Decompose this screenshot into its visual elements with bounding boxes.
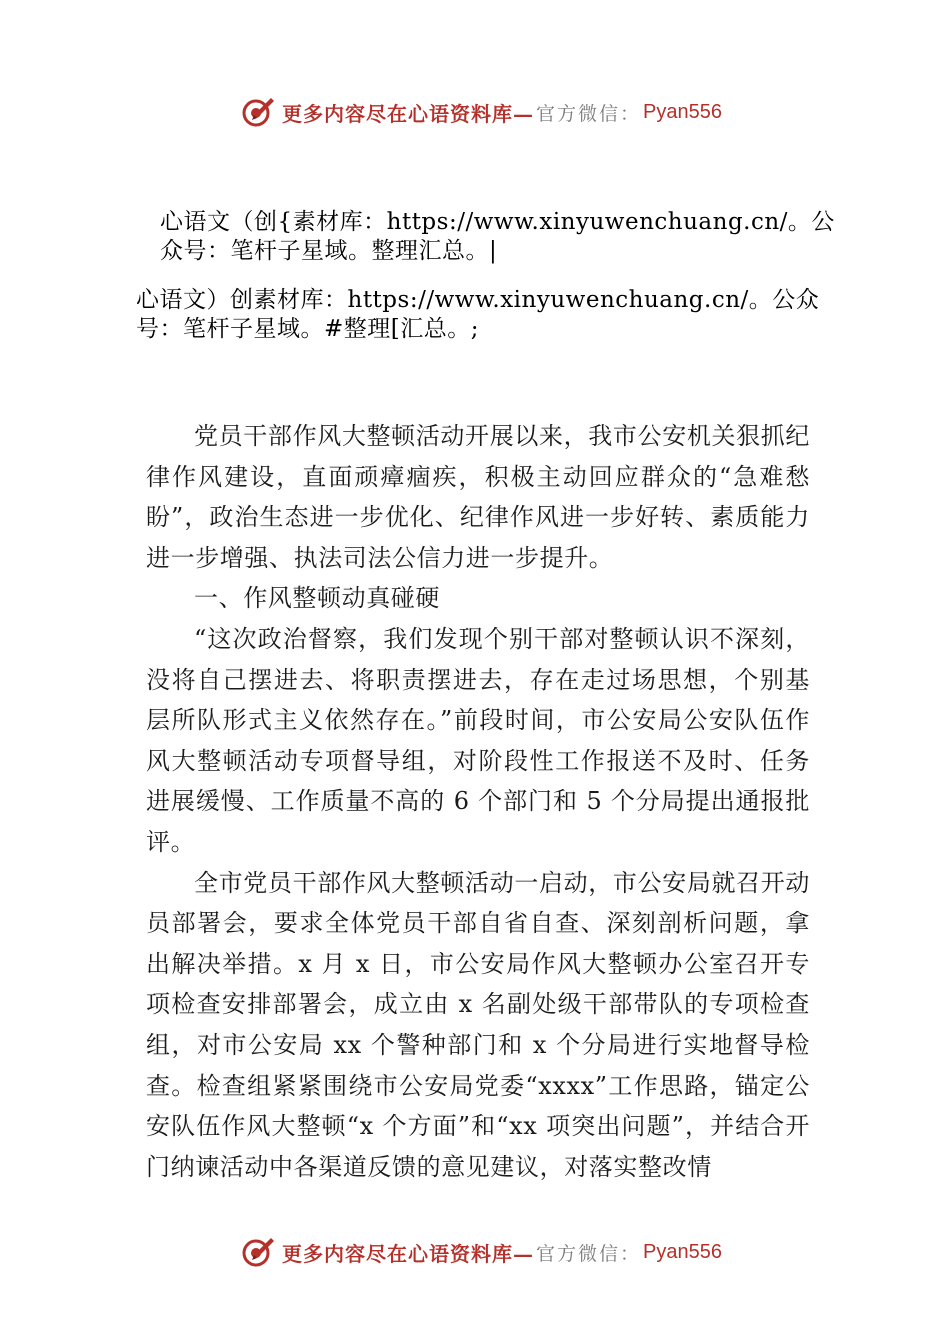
- article-body: [146, 416, 810, 1187]
- section-heading: 一、作风整顿动真碰硬: [194, 584, 440, 613]
- watermark-line-1: 心语文（创{素材库：https://www.xinyuwenchuang.cn/。公众号：笔杆子星域。整理汇总。|: [160, 209, 835, 264]
- banner-wechat-label: 官方微信：: [536, 102, 642, 125]
- footer-banner: [240, 1232, 722, 1272]
- banner-wechat-id: Pyan556: [643, 100, 722, 123]
- banner-wechat-label: 官方微信：: [536, 1242, 642, 1265]
- header-banner: [240, 92, 722, 132]
- watermark-line-2: 心语文）创素材库：https://www.xinyuwenchuang.cn/。公众号：笔杆子星域。#整理[汇总。;: [136, 287, 820, 342]
- pen-logo-icon: [240, 94, 276, 130]
- pen-logo-icon: [240, 1234, 276, 1270]
- banner-wechat-id: Pyan556: [643, 1240, 722, 1263]
- banner-text: 更多内容尽在心语资料库—: [282, 101, 534, 126]
- paragraph-quote: “这次政治督察，我们发现个别干部对整顿认识不深刻，没将自己摆进去、将职责摆进去，存在走过场思想，个别基层所队形式主义依然存在。”前段时间，市公安局公安队伍作 风大整顿活动专项督导组，对阶段性工作报送不及时、任务 进展缓慢、工作质量不高的 6 个部门和 5 个分局提出通报批评。: [146, 624, 810, 856]
- paragraph-intro: 党员干部作风大整顿活动开展以来，我市公安机关狠抓纪律作风建设，直面顽瘴痼疾，积极主动回应群众的“急难愁盼”，政治生态进一步优化、纪律作风进一步好转、素质能力进一步增强、执法司法公信力进一步提升。: [146, 422, 810, 572]
- paragraph-details: 全市党员干部作风大整顿活动一启动，市公安局就召开动员部署会，要求全体党员干部自省自查、深刻剖析问题，拿出解决举措。x 月 x 日，市公安局作风大整顿办公室召开专项检查安排部署会，成立由 x 名副处级干部带队的专项检查组，对市公安局 xx 个警种部门和 x 个分局进行实地督导检查。检查组紧紧围绕市公安局党委“xxxx”工作思路，锚定公安队伍作风大整顿“x 个方面”和“xx 项突出问题”，并结合开门纳谏活动中各渠道反馈的意见建议，对落实整改情: [146, 868, 810, 1181]
- banner-text: 更多内容尽在心语资料库—: [282, 1241, 534, 1266]
